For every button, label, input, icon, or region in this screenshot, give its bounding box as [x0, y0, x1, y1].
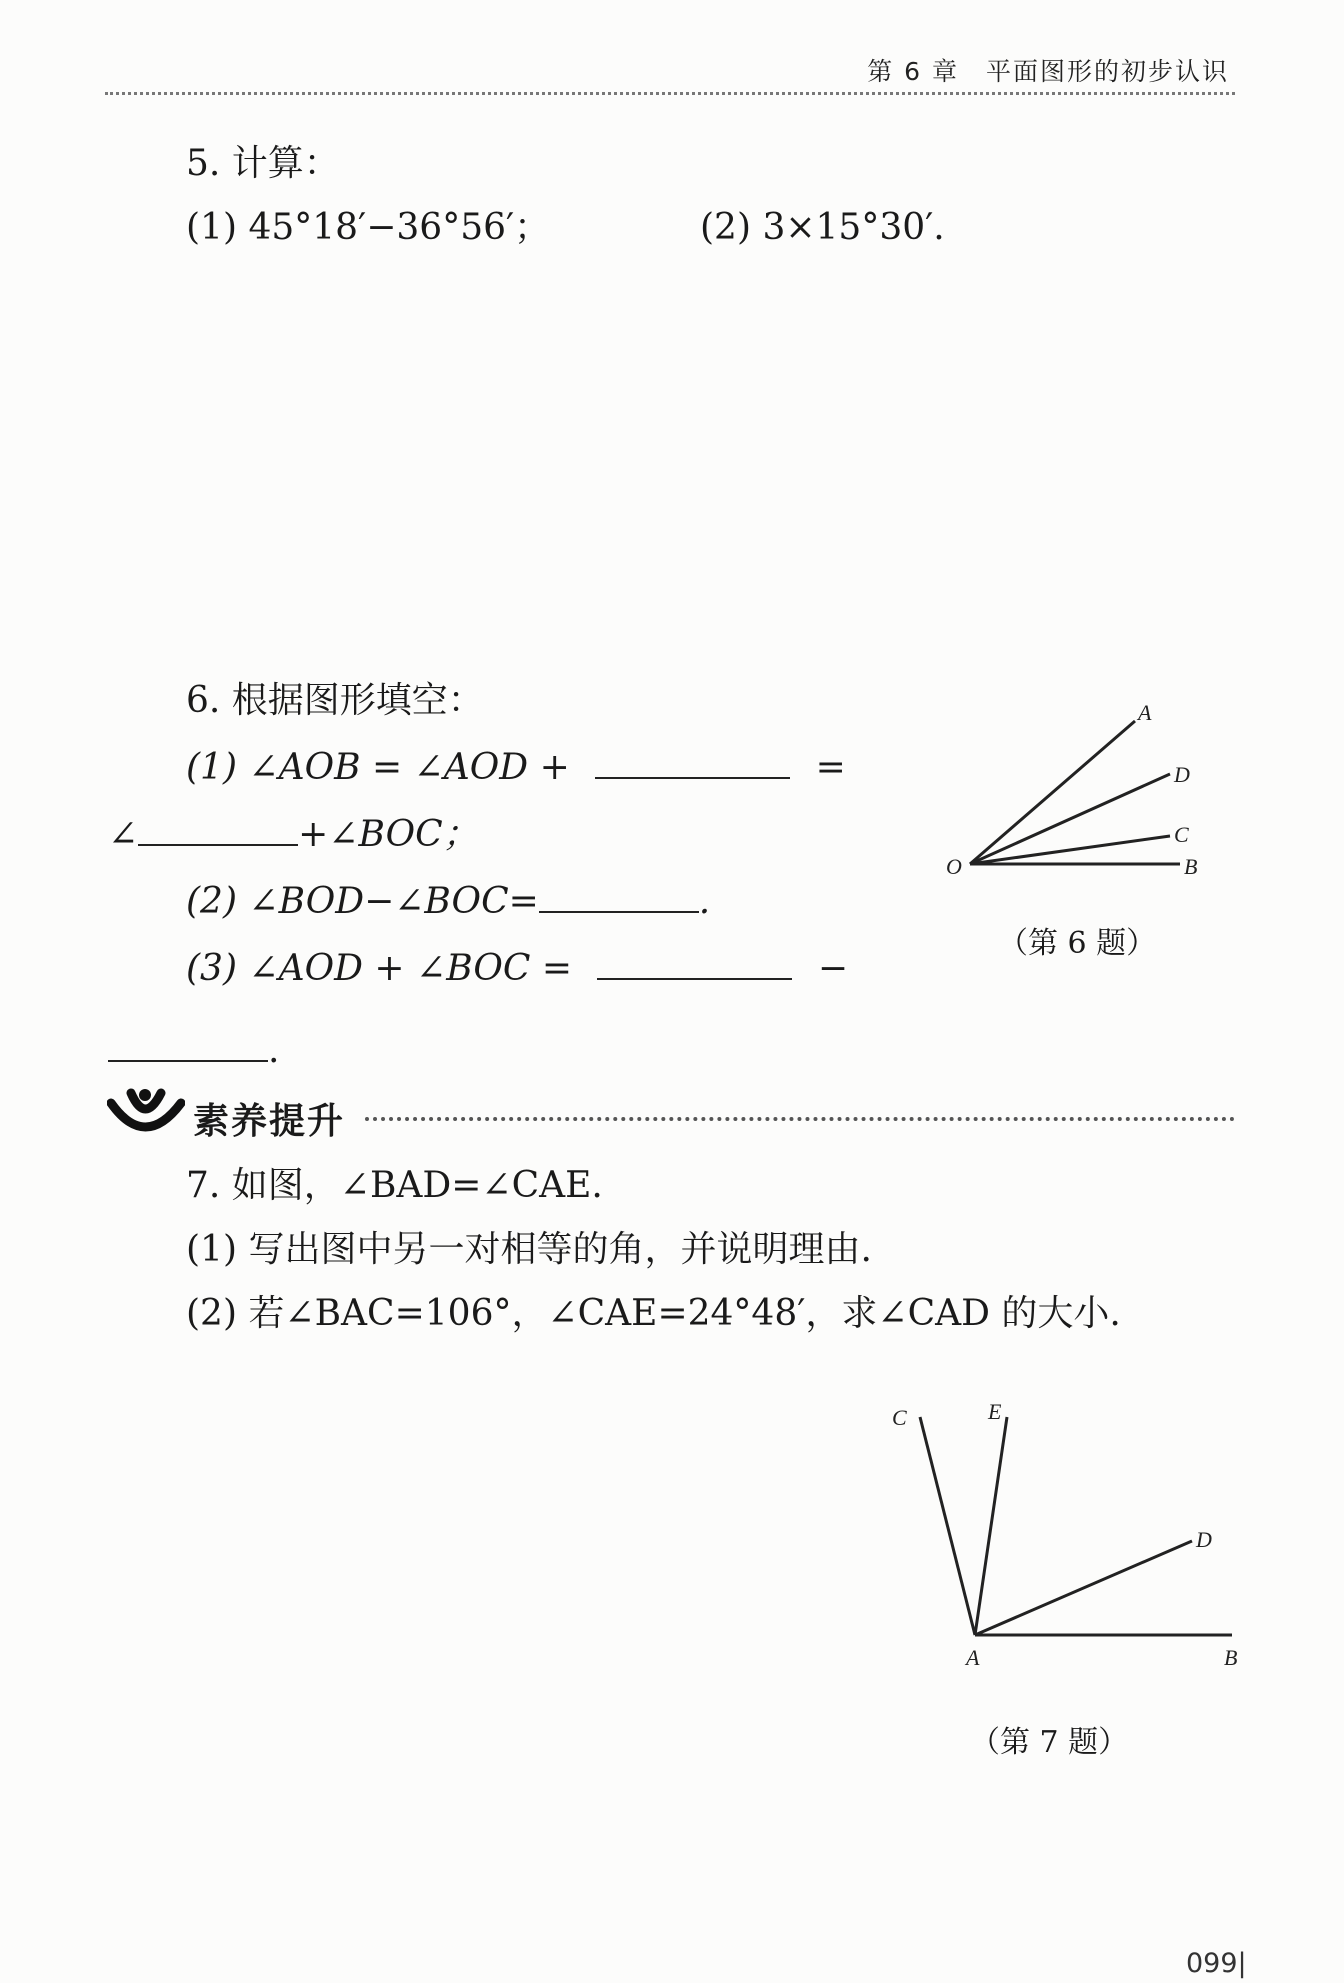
label-e: E — [988, 1399, 1002, 1424]
label-a: A — [1138, 700, 1152, 725]
q5-title: 5. 计算： — [186, 143, 340, 184]
section-title: 素养提升 — [193, 1101, 346, 1142]
q6-blank-1[interactable] — [595, 747, 790, 779]
section-divider — [365, 1117, 1235, 1121]
q6-p3-text: (3) ∠AOD + ∠BOC = — [186, 948, 572, 989]
q6-caption: （第 6 题） — [998, 926, 1157, 961]
q6-line2 — [108, 814, 479, 853]
q6-line5 — [108, 1030, 279, 1069]
page-number: 099| — [1186, 1948, 1247, 1979]
q6-blank-4[interactable] — [597, 948, 792, 980]
header-divider — [105, 92, 1235, 95]
q6-p3-minus: − — [817, 948, 849, 989]
q6-blank-5[interactable] — [108, 1030, 268, 1062]
ray-ae — [975, 1417, 1007, 1635]
label-b: B — [1184, 854, 1198, 879]
q6-blank-2[interactable] — [138, 814, 298, 846]
q6-p1-text: (1) ∠AOB = ∠AOD + — [186, 747, 570, 788]
q7-caption: （第 7 题） — [970, 1725, 1129, 1760]
label-d: D — [1196, 1527, 1212, 1552]
ray-oa — [970, 721, 1135, 864]
q6-p1-equals: = — [815, 747, 846, 788]
q6-blank-3[interactable] — [539, 881, 699, 913]
ray-ad — [975, 1541, 1192, 1635]
q6-title: 6. 根据图形填空： — [186, 680, 484, 721]
label-a: A — [966, 1645, 980, 1670]
chapter-header: 第 6 章 平面图形的初步认识 — [867, 57, 1229, 86]
q5-part1: (1) 45°18′−36°56′； — [186, 207, 551, 248]
q6-line1 — [186, 747, 846, 786]
q7-figure — [870, 1395, 1250, 1685]
q6-line3 — [186, 881, 710, 920]
q6-p1-boc: +∠BOC； — [298, 814, 479, 855]
label-o: O — [946, 854, 962, 879]
q7-title: 7. 如图，∠BAD=∠CAE. — [186, 1165, 603, 1206]
q6-p2-text: (2) ∠BOD−∠BOC= — [186, 881, 539, 922]
q6-p3-period: . — [268, 1030, 280, 1071]
q7-part1: (1) 写出图中另一对相等的角，并说明理由. — [186, 1229, 872, 1270]
label-b: B — [1224, 1645, 1238, 1670]
label-c: C — [1174, 822, 1189, 847]
label-c: C — [892, 1405, 907, 1430]
q6-p1-angle: ∠ — [108, 814, 139, 855]
q6-figure — [930, 700, 1230, 890]
literacy-icon — [107, 1085, 185, 1141]
label-d: D — [1174, 762, 1190, 787]
q6-p2-period: . — [698, 881, 711, 922]
q7-part2: (2) 若∠BAC=106°，∠CAE=24°48′，求∠CAD 的大小. — [186, 1293, 1121, 1334]
q6-line4 — [186, 948, 848, 987]
q5-part2: (2) 3×15°30′. — [700, 207, 945, 248]
ray-ac — [920, 1417, 975, 1635]
